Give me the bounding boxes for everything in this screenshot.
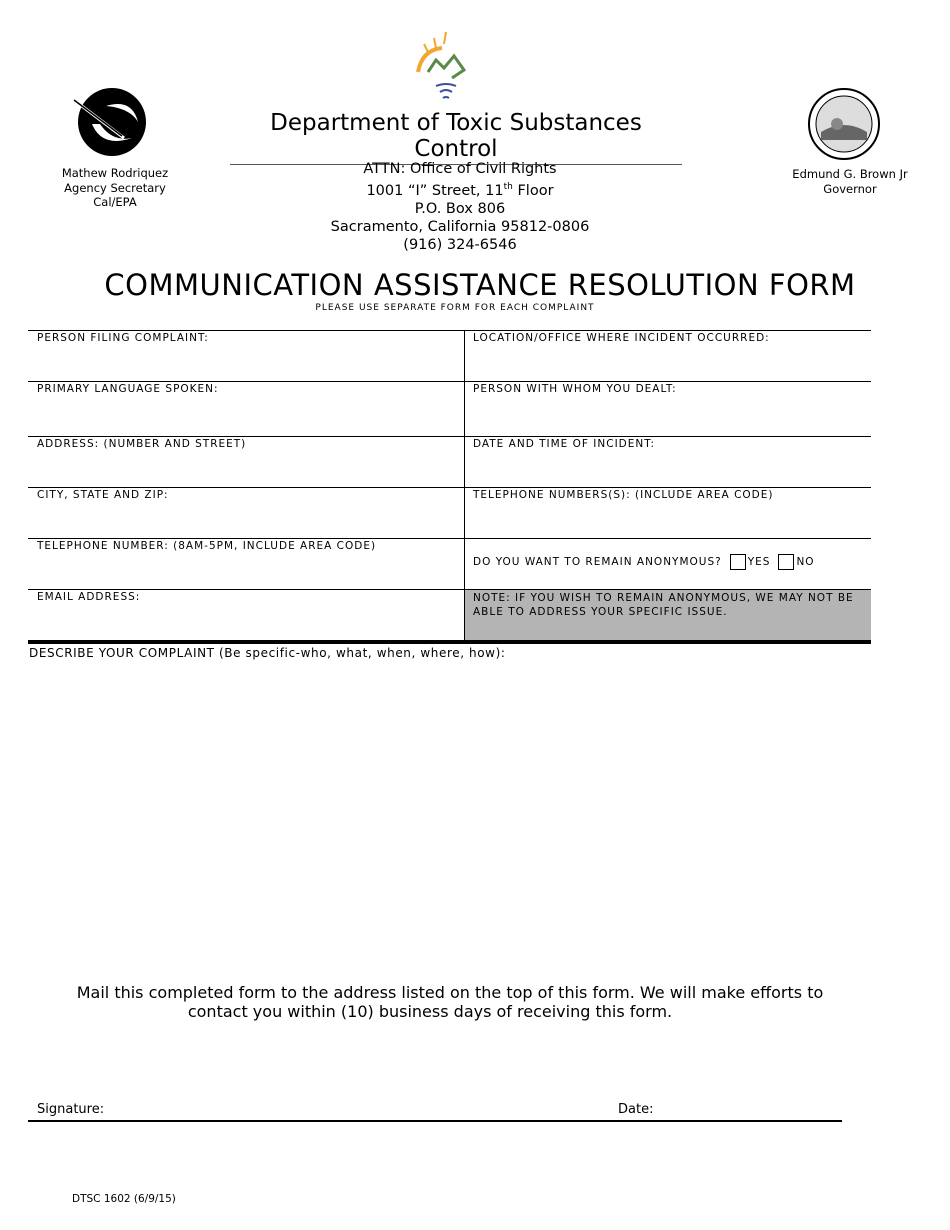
address-phone: (916) 324-6546: [403, 236, 517, 253]
date-label: Date:: [618, 1102, 654, 1117]
primary-language-field[interactable]: PRIMARY LANGUAGE SPOKEN:: [37, 383, 219, 395]
form-subtitle: PLEASE USE SEPARATE FORM FOR EACH COMPLAINT: [315, 303, 595, 313]
california-seal: [807, 88, 881, 160]
telephone-field[interactable]: TELEPHONE NUMBER: (8AM-5PM, INCLUDE AREA CODE): [37, 540, 377, 552]
secretary-org: Cal/EPA: [93, 195, 137, 209]
city-state-zip-field[interactable]: CITY, STATE AND ZIP:: [37, 489, 169, 501]
anonymous-question: DO YOU WANT TO REMAIN ANONYMOUS?: [473, 556, 722, 568]
mail-line-1: Mail this completed form to the address listed on the top of this form. We will make efforts to: [76, 983, 824, 1002]
governor-block: [780, 167, 920, 196]
yes-label: YES: [747, 556, 771, 568]
agency-secretary-block: [40, 166, 190, 210]
person-filing-field[interactable]: PERSON FILING COMPLAINT:: [37, 332, 209, 344]
calepa-logo: [72, 86, 148, 156]
complaint-label: DESCRIBE YOUR COMPLAINT (Be specific-who, what, when, where, how):: [29, 646, 506, 660]
street-text: 1001 “I” Street, 11: [366, 182, 504, 199]
no-checkbox[interactable]: [778, 554, 794, 570]
secretary-title: Agency Secretary: [64, 180, 166, 195]
governor-name: Edmund G. Brown Jr: [792, 167, 908, 181]
anonymous-note: NOTE: IF YOU WISH TO REMAIN ANONYMOUS, WE MAY NOT BE ABLE TO ADDRESS YOUR SPECIFIC ISSUE.: [473, 592, 854, 618]
email-field[interactable]: EMAIL ADDRESS:: [37, 591, 141, 603]
mail-instructions: [20, 983, 880, 1021]
form-title: COMMUNICATION ASSISTANCE RESOLUTION FORM: [104, 268, 856, 302]
form-number: DTSC 1602 (6/9/15): [72, 1193, 176, 1205]
street-sup: th: [503, 182, 513, 192]
yes-checkbox[interactable]: [730, 554, 746, 570]
dtsc-logo: [408, 30, 480, 105]
signature-label: Signature:: [37, 1102, 105, 1117]
person-dealt-field[interactable]: PERSON WITH WHOM YOU DEALT:: [473, 383, 677, 395]
address-street: [290, 178, 630, 200]
address-field[interactable]: ADDRESS: (NUMBER AND STREET): [37, 438, 247, 450]
address-attn: ATTN: Office of Civil Rights: [363, 161, 557, 177]
signature-line[interactable]: [28, 1120, 842, 1122]
street-floor: Floor: [512, 182, 554, 199]
date-time-field[interactable]: DATE AND TIME OF INCIDENT:: [473, 438, 656, 450]
governor-title: Governor: [823, 181, 877, 196]
department-title: Department of Toxic Substances Control: [230, 110, 682, 165]
address-po: P.O. Box 806: [414, 200, 506, 217]
no-label: NO: [796, 556, 815, 568]
complaint-area[interactable]: [28, 664, 871, 964]
mail-line-2: contact you within (10) business days of receiving this form.: [187, 1002, 673, 1021]
location-field[interactable]: LOCATION/OFFICE WHERE INCIDENT OCCURRED:: [473, 332, 770, 344]
address-block: [290, 160, 630, 254]
telephone-numbers-field[interactable]: TELEPHONE NUMBERS(S): (INCLUDE AREA CODE): [473, 489, 774, 501]
address-city: Sacramento, California 95812-0806: [330, 218, 590, 235]
secretary-name: Mathew Rodriquez: [61, 166, 169, 180]
anonymous-row: [473, 554, 815, 570]
